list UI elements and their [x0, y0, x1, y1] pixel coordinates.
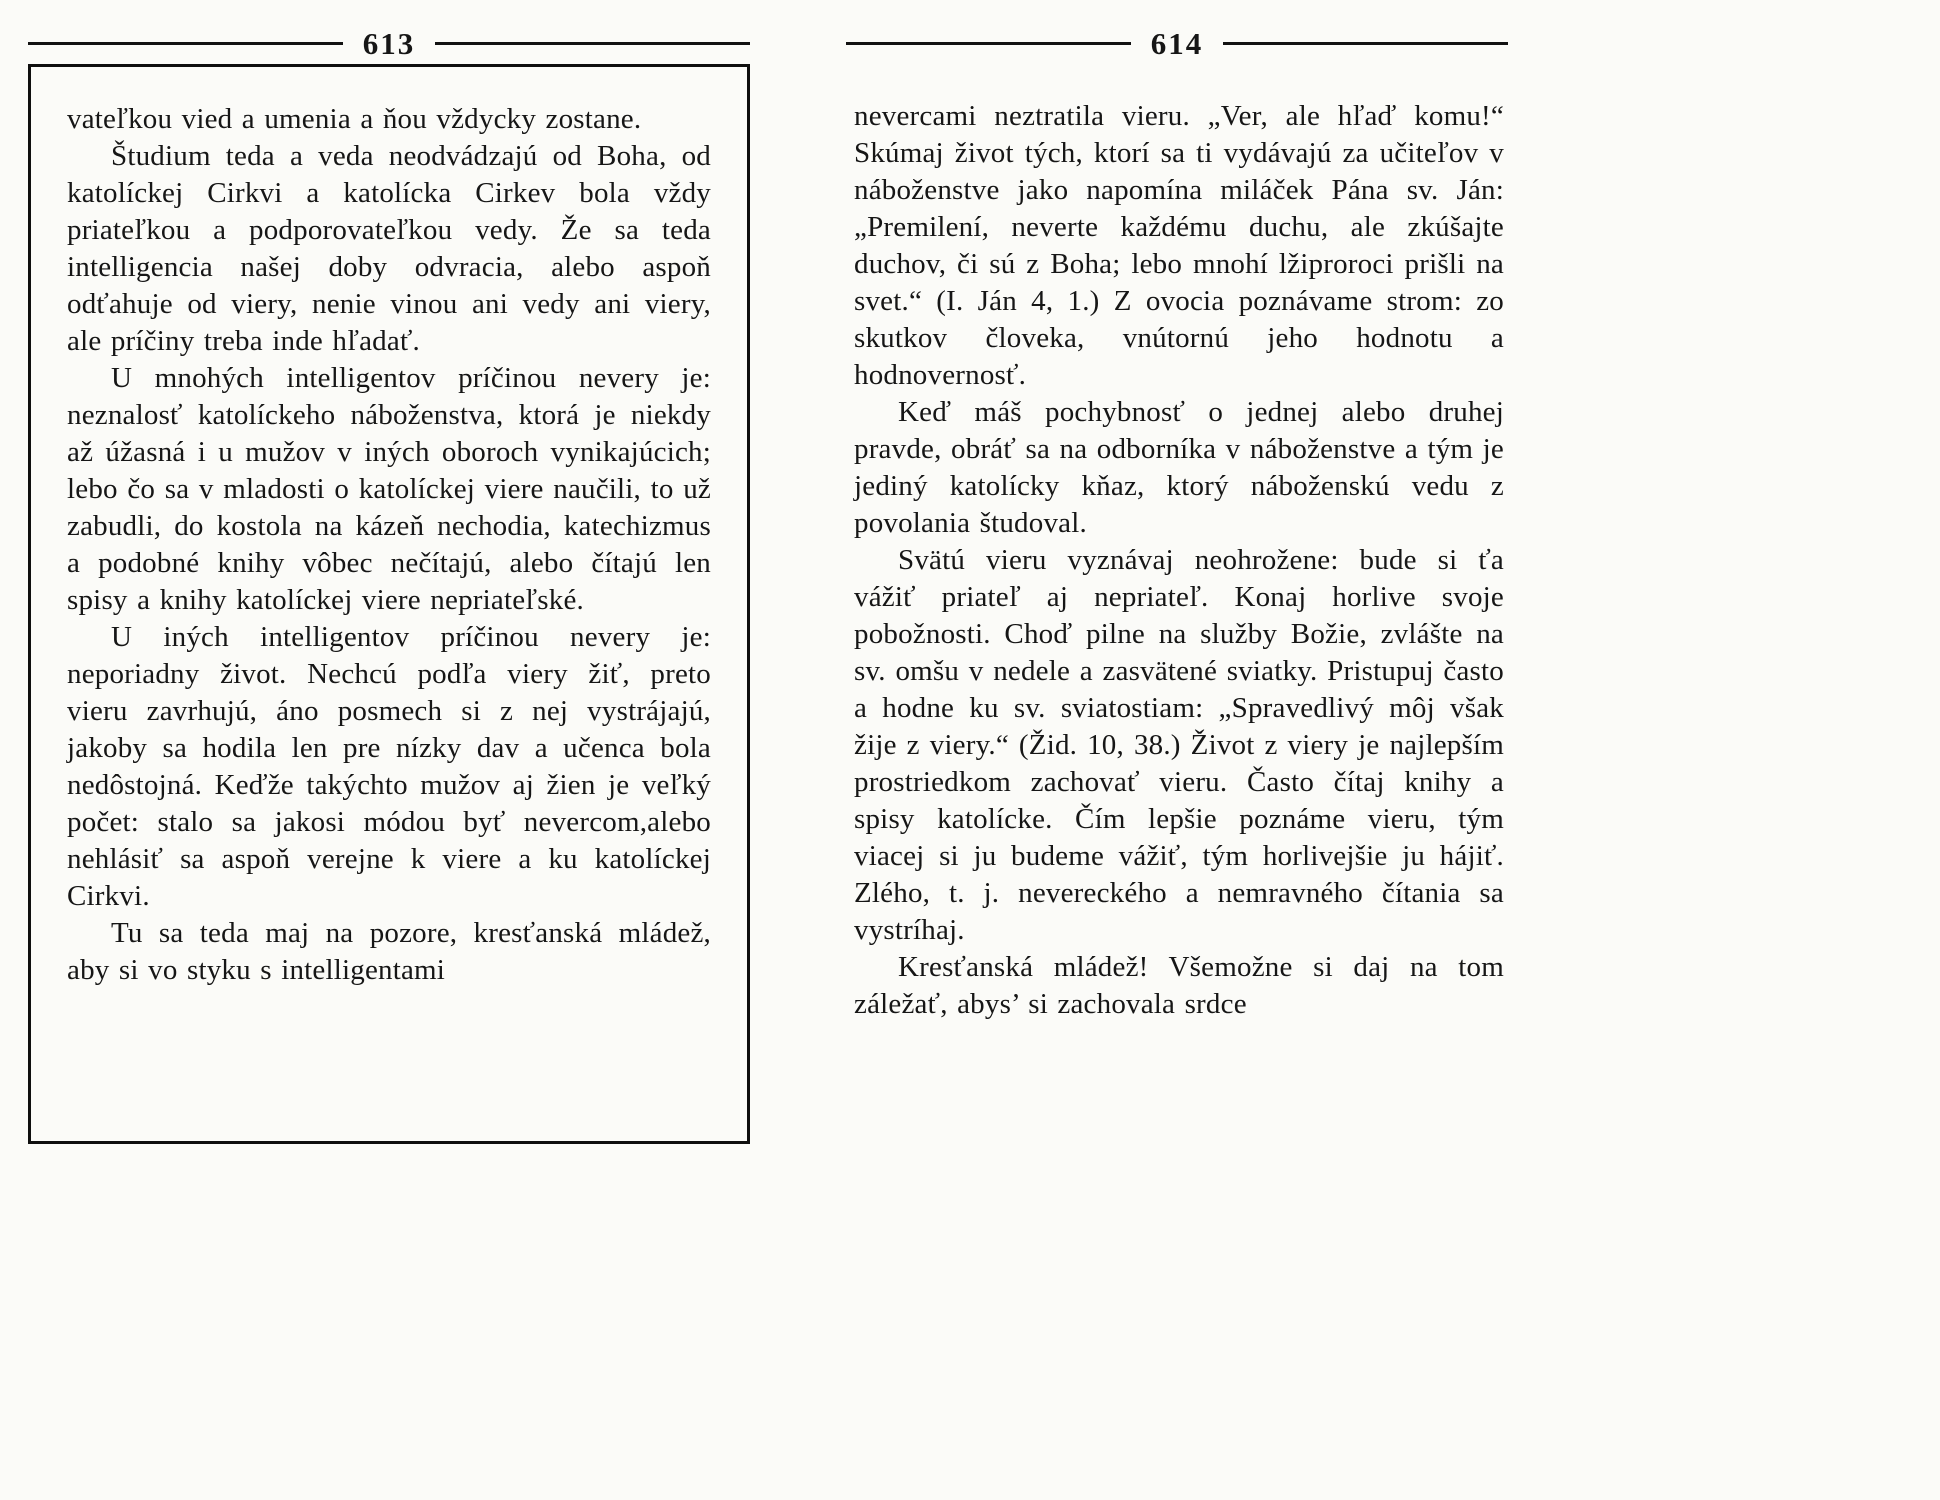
- paragraph: Svätú vieru vyznávaj neohrožene: bude si ťa vážiť priateľ aj nepriateľ. Konaj horlive svoje pobožnosti. Choď pilne na služby Božie, zvlášte na sv. omšu v nedele a zasvätené sviatky. Pristupuj často a hodne ku sv. sviatostiam: „Spravedlivý môj však žije z viery.“ (Žid. 10, 38.) Život z viery je najlepším prostriedkom zachovať vieru. Často čítaj knihy a spisy katolícke. Čím lepšie poznáme vieru, tým viacej si ju budeme vážiť, tým horlivejšie ju hájiť. Zlého, t. j. nevereckého a nemravného čítania sa vystríhaj.: [854, 544, 1504, 946]
- page-text-right: [846, 98, 1508, 1488]
- paragraph: U iných intelligentov príčinou nevery je: neporiadny život. Nechcú podľa viery žiť, preto vieru zavrhujú, áno posmech si z nej vystrájajú, jakoby sa hodila len pre nízky dav a učenca bola nedôstojná. Keďže takýchto mužov aj žien je veľký počet: stalo sa jakosi módou byť nevercom,alebo nehlásiť sa aspoň verejne k viere a ku katolíckej Cirkvi.: [67, 621, 711, 912]
- page-left: [28, 26, 750, 1144]
- header-rule-right: [1223, 42, 1508, 45]
- paragraph: U mnohých intelligentov príčinou nevery je: neznalosť katolíckeho náboženstva, ktorá je niekdy až úžasná i u mužov v iných oboroch vynikajúcich; lebo čo sa v mladosti o katolíckej viere naučili, to už zabudli, do kostola na kázeň nechodia, katechizmus a podobné knihy vôbec nečítajú, alebo čítajú len spisy a knihy katolíckej viere nepriateľské.: [67, 362, 711, 616]
- page-number-left: 613: [362, 25, 416, 61]
- page-border-box: [28, 64, 750, 1144]
- paragraph: nevercami neztratila vieru. „Ver, ale hľaď komu!“ Skúmaj život tých, ktorí sa ti vydávajú za učiteľov v náboženstve jako napomína miláček Pána sv. Ján: „Premilení, neverte každému duchu, ale zkúšajte duchov, či sú z Boha; lebo mnohí lžiproroci prišli na svet.“ (I. Ján 4, 1.) Z ovocia poznávame strom: zo skutkov človeka, vnútornú jeho hodnotu a hodnovernosť.: [854, 100, 1504, 391]
- header-rule-right: [435, 42, 750, 45]
- page-header-right: [846, 26, 1508, 60]
- page-number-right: 614: [1150, 25, 1204, 61]
- header-rule-left: [846, 42, 1131, 45]
- paragraph: Tu sa teda maj na pozore, kresťanská mládež, aby si vo styku s intelligentami: [67, 917, 711, 986]
- page-header-left: [28, 26, 750, 60]
- paragraph: vateľkou vied a umenia a ňou vždycky zostane.: [67, 103, 642, 135]
- paragraph: Kresťanská mládež! Všemožne si daj na tom záležať, abys’ si zachovala srdce: [854, 951, 1504, 1020]
- paragraph: Študium teda a veda neodvádzajú od Boha, od katolíckej Cirkvi a katolícka Cirkev bola vždy priateľkou a podporovateľkou vedy. Že sa teda intelligencia našej doby odvracia, alebo aspoň odťahuje od viery, nenie vinou ani vedy ani viery, ale príčiny treba inde hľadať.: [67, 140, 711, 357]
- paragraph: Keď máš pochybnosť o jednej alebo druhej pravde, obráť sa na odborníka v náboženstve a tým je jediný katolícky kňaz, ktorý náboženskú vedu z povolania študoval.: [854, 396, 1504, 539]
- page-text-left: [67, 101, 711, 989]
- header-rule-left: [28, 42, 343, 45]
- page-right: [846, 26, 1508, 1488]
